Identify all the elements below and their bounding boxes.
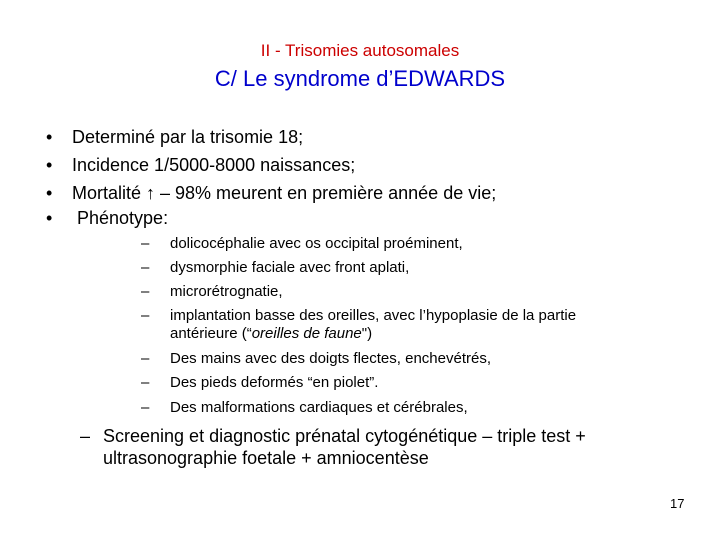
phenotype-item bbox=[141, 348, 681, 370]
bullet-marker: • bbox=[46, 183, 53, 203]
screening-line-2: ultrasonographie foetale + amniocentèse bbox=[103, 448, 429, 468]
bullet-text: Determiné par la trisomie 18; bbox=[72, 127, 304, 147]
dash-marker: – bbox=[141, 350, 150, 367]
bullet-item bbox=[46, 181, 646, 206]
dash-marker: – bbox=[141, 374, 150, 391]
bullet-text: Mortalité ↑ – 98% meurent en première année de vie; bbox=[72, 183, 497, 203]
phenotype-item bbox=[141, 233, 681, 255]
dash-marker: – bbox=[141, 307, 150, 324]
phenotype-italic-term: oreilles de faune bbox=[251, 325, 362, 342]
phenotype-item bbox=[141, 281, 681, 303]
bullet-text: Incidence 1/5000-8000 naissances; bbox=[72, 155, 356, 175]
dash-marker: – bbox=[141, 235, 150, 252]
screening-line-1: Screening et diagnostic prénatal cytogénétique – triple test + bbox=[103, 426, 586, 446]
page-number: 17 bbox=[670, 496, 685, 511]
dash-marker: – bbox=[141, 259, 150, 276]
phenotype-text-end: ") bbox=[361, 325, 373, 342]
phenotype-text: dysmorphie faciale avec front aplati, bbox=[170, 259, 410, 276]
bullet-item bbox=[46, 125, 646, 150]
phenotype-item bbox=[141, 305, 681, 349]
bullet-marker: • bbox=[46, 155, 53, 175]
bullet-item bbox=[46, 206, 646, 231]
phenotype-text: microrétrognatie, bbox=[170, 283, 283, 300]
phenotype-text: Des pieds deformés “en piolet”. bbox=[170, 374, 379, 391]
phenotype-item bbox=[141, 372, 681, 394]
slide-title: C/ Le syndrome d’EDWARDS bbox=[214, 66, 506, 91]
phenotype-item bbox=[141, 397, 681, 419]
dash-marker: – bbox=[80, 426, 91, 446]
phenotype-text: implantation basse des oreilles, avec l’hypoplasie de la partie bbox=[170, 307, 577, 324]
slide-subtitle: II - Trisomies autosomales bbox=[260, 41, 460, 60]
phenotype-text: dolicocéphalie avec os occipital proéminent, bbox=[170, 235, 463, 252]
phenotype-item bbox=[141, 257, 681, 279]
phenotype-text: Des mains avec des doigts flectes, enchevétrés, bbox=[170, 350, 491, 367]
dash-marker: – bbox=[141, 399, 150, 416]
phenotype-text: Des malformations cardiaques et cérébrales, bbox=[170, 399, 468, 416]
screening-item bbox=[80, 424, 680, 474]
phenotype-text-start: antérieure (“ bbox=[170, 325, 252, 342]
bullet-marker: • bbox=[46, 127, 53, 147]
dash-marker: – bbox=[141, 283, 150, 300]
bullet-marker: • bbox=[46, 208, 53, 228]
phenotype-text-continued bbox=[170, 323, 372, 345]
bullet-item bbox=[46, 153, 646, 178]
bullet-text: Phénotype: bbox=[72, 208, 169, 228]
